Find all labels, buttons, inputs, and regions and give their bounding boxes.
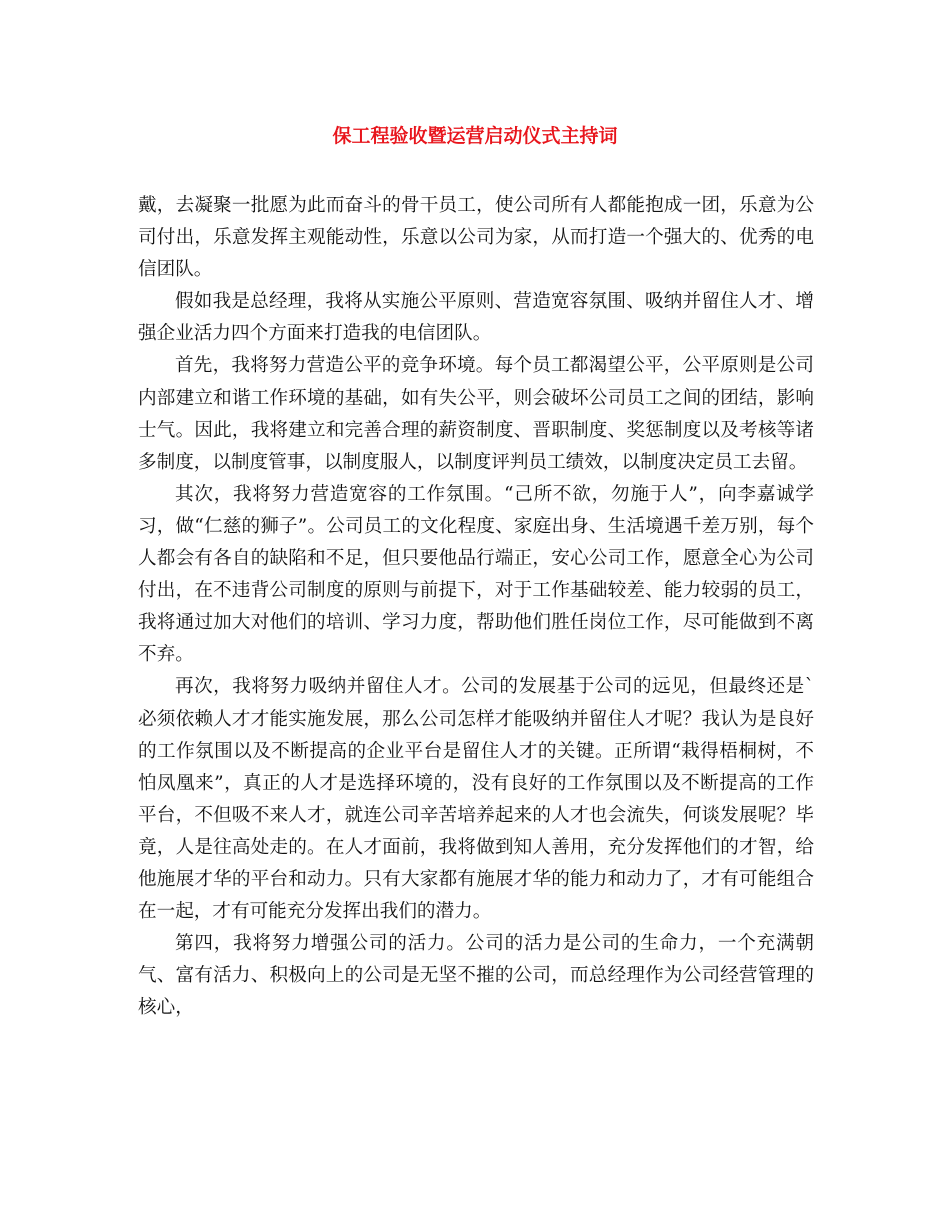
paragraph: 其次，我将努力营造宽容的工作氛围。“己所不欲，勿施于人”，向李嘉诚学习，做“仁慈的狮子”。公司员工的文化程度、家庭出身、生活境遇千差万别，每个人都会有各自的缺陷和不足，但只要他品行端正，安心公司工作，愿意全心为公司付出，在不违背公司制度的原则与前提下，对于工作基础较差、能力较弱的员工，我将通过加大对他们的培训、学习力度，帮助他们胜任岗位工作，尽可能做到不离不弃。	[138, 483, 814, 666]
document-body	[138, 190, 814, 1024]
paragraph-continuation: 戴，去凝聚一批愿为此而奋斗的骨干员工，使公司所有人都能抱成一团，乐意为公司付出，乐意发挥主观能动性，乐意以公司为家，从而打造一个强大的、优秀的电信团队。	[138, 195, 814, 281]
paragraph: 假如我是总经理，我将从实施公平原则、营造宽容氛围、吸纳并留住人才、增强企业活力四个方面来打造我的电信团队。	[138, 291, 814, 345]
paragraph: 再次，我将努力吸纳并留住人才。公司的发展基于公司的远见，但最终还是`必须依赖人才才能实施发展，那么公司怎样才能吸纳并留住人才呢？我认为是良好的工作氛围以及不断提高的企业平台是留住人才的关键。正所谓“栽得梧桐树，不怕凤凰来”，真正的人才是选择环境的，没有良好的工作氛围以及不断提高的工作平台，不但吸不来人才，就连公司辛苦培养起来的人才也会流失，何谈发展呢？毕竟，人是往高处走的。在人才面前，我将做到知人善用，充分发挥他们的才智，给他施展才华的平台和动力。只有大家都有施展才华的能力和动力了，才有可能组合在一起，才有可能充分发挥出我们的潜力。	[138, 676, 814, 923]
paragraph: 首先，我将努力营造公平的竞争环境。每个员工都渴望公平，公平原则是公司内部建立和谐工作环境的基础，如有失公平，则会破坏公司员工之间的团结，影响士气。因此，我将建立和完善合理的薪资制度、晋职制度、奖惩制度以及考核等诸多制度，以制度管事，以制度服人，以制度评判员工绩效，以制度决定员工去留。	[138, 355, 814, 473]
paragraph: 第四，我将努力增强公司的活力。公司的活力是公司的生命力，一个充满朝气、富有活力、积极向上的公司是无坚不摧的公司，而总经理作为公司经营管理的核心，	[138, 933, 814, 1019]
document-title: 保工程验收暨运营启动仪式主持词	[332, 125, 618, 147]
